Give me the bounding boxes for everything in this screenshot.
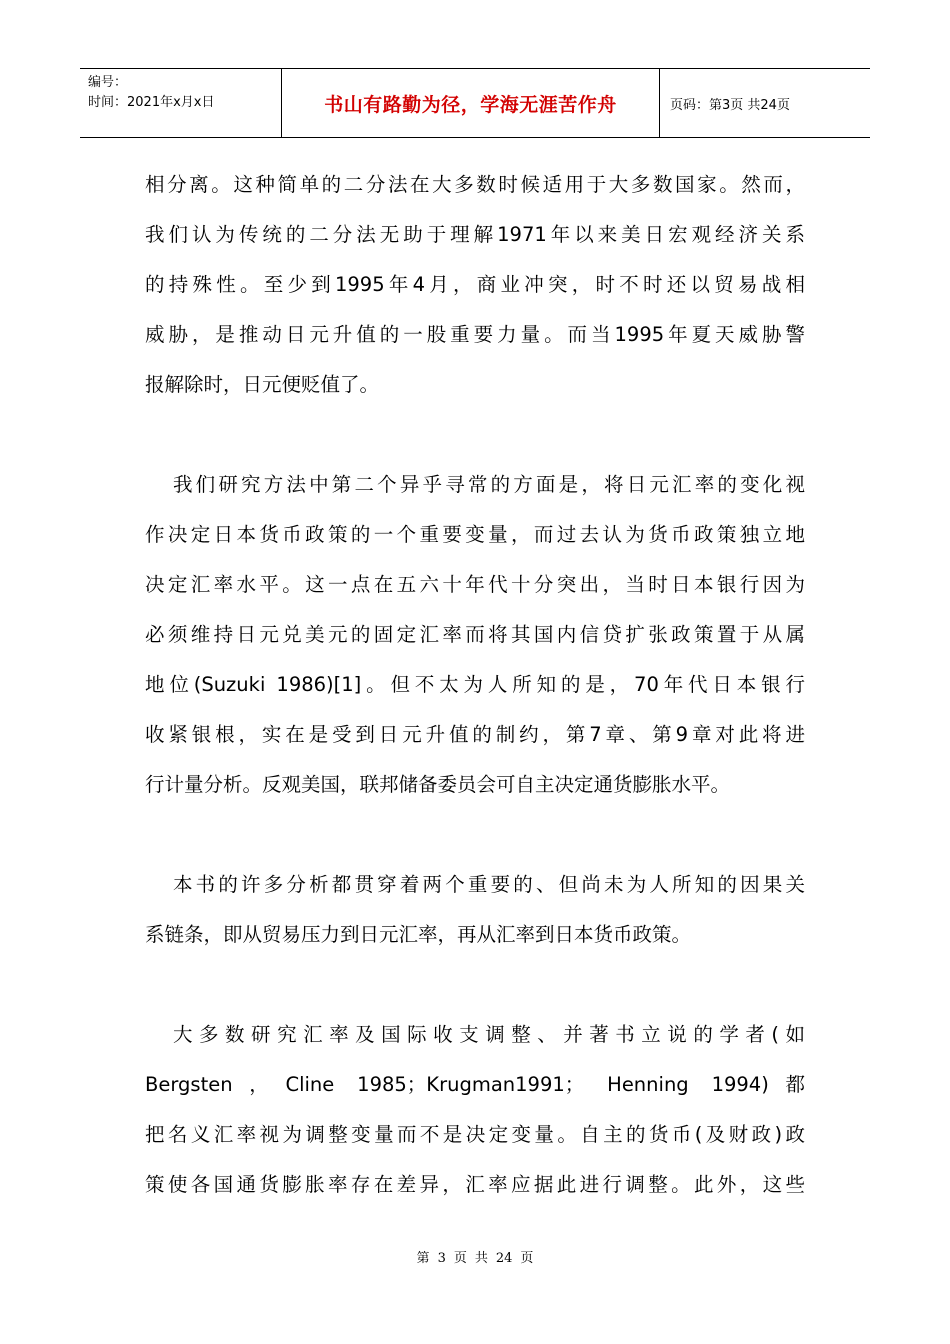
text-line: 决定汇率水平。这一点在五六十年代十分突出，当时日本银行因为 — [145, 573, 805, 596]
text-line: 系链条，即从贸易压力到日元汇率，再从汇率到日本货币政策。 — [145, 923, 692, 946]
doc-number-label: 编号： — [88, 75, 128, 90]
page-header — [80, 68, 870, 138]
paragraph-gap — [145, 410, 805, 460]
text-line: 威胁，是推动日元升值的一股重要力量。而当1995年夏天威胁警 — [145, 323, 805, 346]
text-line: 我们认为传统的二分法无助于理解1971年以来美日宏观经济关系 — [145, 223, 805, 246]
text-line: 把名义汇率视为调整变量而不是决定变量。自主的货币(及财政)政 — [145, 1123, 805, 1146]
header-meta — [80, 69, 282, 137]
text-line: 行计量分析。反观美国，联邦储备委员会可自主决定通货膨胀水平。 — [145, 773, 731, 796]
text-line: 必须维持日元兑美元的固定汇率而将其国内信贷扩张政策置于从属 — [145, 623, 805, 646]
text-line: 作决定日本货币政策的一个重要变量，而过去认为货币政策独立地 — [145, 523, 805, 546]
header-motto-cell — [282, 69, 660, 137]
page-footer — [0, 1247, 950, 1266]
header-motto: 书山有路勤为径，学海无涯苦作舟 — [324, 93, 617, 116]
text-line: 本书的许多分析都贯穿着两个重要的、但尚未为人所知的因果关 — [173, 873, 805, 896]
paragraph-gap — [145, 960, 805, 1010]
doc-time-label: 时间：2021年x月x日 — [88, 95, 215, 110]
footer-total-num: 24 — [495, 1251, 513, 1266]
footer-page-num: 3 — [437, 1251, 446, 1266]
body-text — [145, 160, 805, 1210]
footer-page-unit: 页 — [453, 1251, 467, 1266]
text-line: Bergsten，Cline 1985；Krugman1991； Henning 1994)都 — [145, 1073, 805, 1096]
text-line: 相分离。这种简单的二分法在大多数时候适用于大多数国家。然而， — [145, 173, 805, 196]
header-page-info: 页码：第3页 共24页 — [670, 97, 790, 113]
text-line: 报解除时，日元便贬值了。 — [145, 373, 380, 396]
text-line: 策使各国通货膨胀率存在差异，汇率应据此进行调整。此外，这些 — [145, 1173, 805, 1196]
text-line: 我们研究方法中第二个异乎寻常的方面是，将日元汇率的变化视 — [173, 473, 805, 496]
text-line: 收紧银根，实在是受到日元升值的制约，第7章、第9章对此将进 — [145, 723, 805, 746]
header-page-info-cell — [660, 69, 870, 137]
footer-page-word: 第 — [416, 1251, 430, 1266]
text-line: 地位(Suzuki 1986)[1]。但不太为人所知的是，70年代日本银行 — [145, 673, 805, 696]
footer-total-unit: 页 — [520, 1251, 534, 1266]
text-line: 的持殊性。至少到1995年4月，商业冲突，时不时还以贸易战相 — [145, 273, 805, 296]
footer-total-word: 共 — [474, 1251, 488, 1266]
text-line: 大多数研究汇率及国际收支调整、并著书立说的学者(如 — [173, 1023, 805, 1046]
paragraph-gap — [145, 810, 805, 860]
